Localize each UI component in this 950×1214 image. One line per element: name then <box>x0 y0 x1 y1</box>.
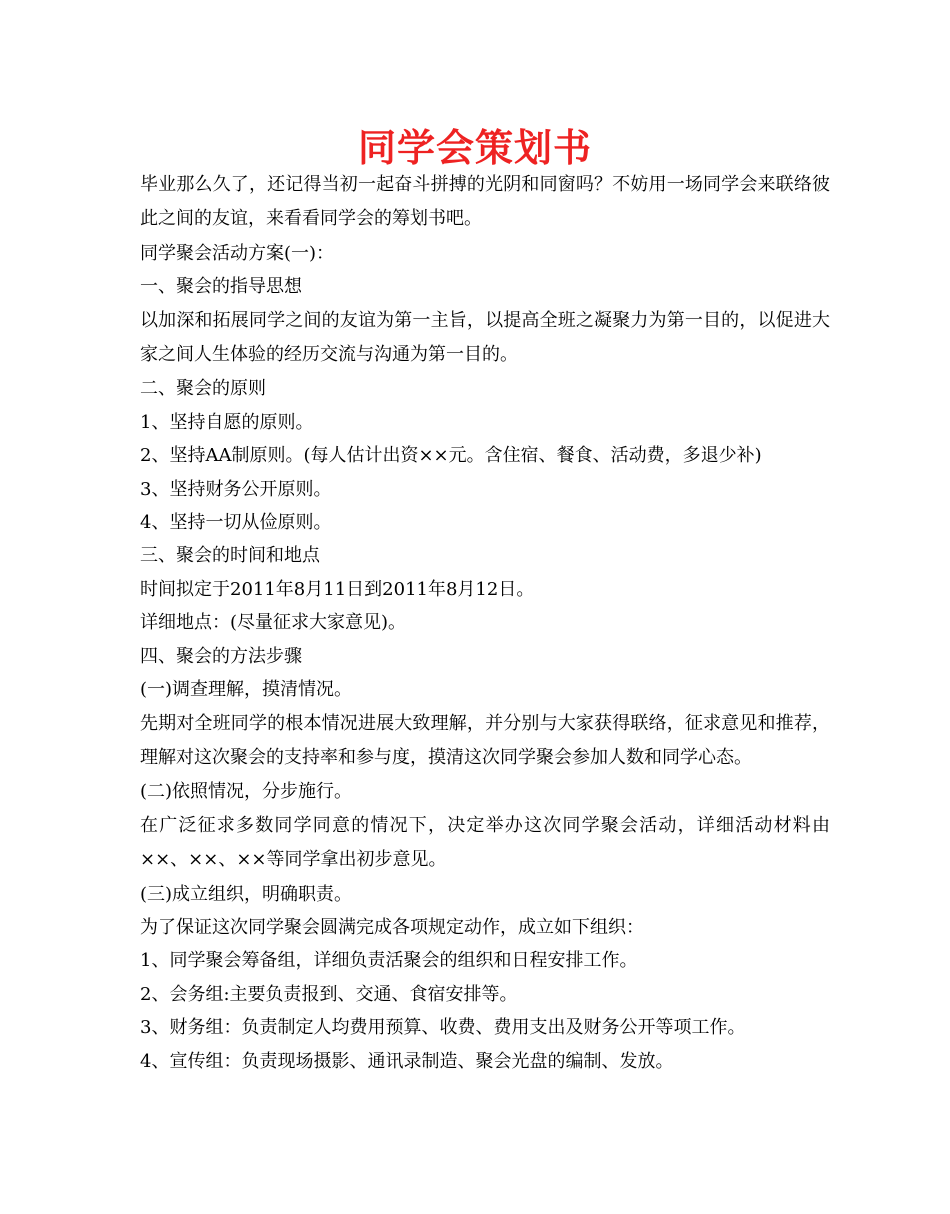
plan-heading: 同学聚会活动方案(一)： <box>140 242 335 264</box>
step-3-intro: 为了保证这次同学聚会圆满完成各项规定动作，成立如下组织： <box>140 916 644 938</box>
section-heading-2: 二、聚会的原则 <box>140 378 266 400</box>
principle-item-4: 4、坚持一切从俭原则。 <box>140 512 332 534</box>
step-1-paragraph: 先期对全班同学的根本情况进展大致理解，并分别与大家获得联络，征求意见和推荐，理解对这次聚会的支持率和参与度，摸清这次同学聚会参加人数和同学心态。 <box>140 712 830 768</box>
time-line: 时间拟定于2011年8月11日到2011年8月12日。 <box>140 578 535 600</box>
document-title: 同学会策划书 <box>357 126 592 170</box>
section-1-paragraph: 以加深和拓展同学之间的友谊为第一主旨，以提高全班之凝聚力为第一目的，以促进大家之间人生体验的经历交流与沟通为第一目的。 <box>140 309 830 366</box>
org-item-3: 3、财务组：负责制定人均费用预算、收费、费用支出及财务公开等项工作。 <box>140 1017 746 1039</box>
org-item-1: 1、同学聚会筹备组，详细负责活聚会的组织和日程安排工作。 <box>140 950 638 972</box>
intro-paragraph: 毕业那么久了，还记得当初一起奋斗拼搏的光阴和同窗吗？不妨用一场同学会来联络彼此之间的友谊，来看看同学会的筹划书吧。 <box>140 174 830 230</box>
principle-item-1: 1、坚持自愿的原则。 <box>140 411 314 433</box>
step-heading-2: (二)依照情况，分步施行。 <box>140 781 353 803</box>
section-heading-4: 四、聚会的方法步骤 <box>140 645 302 667</box>
step-heading-1: (一)调查理解，摸清情况。 <box>140 679 353 701</box>
section-heading-1: 一、聚会的指导思想 <box>140 276 302 298</box>
section-heading-3: 三、聚会的时间和地点 <box>140 545 320 567</box>
principle-item-3: 3、坚持财务公开原则。 <box>140 478 332 500</box>
location-line: 详细地点：(尽量征求大家意见)。 <box>140 612 407 634</box>
principle-item-2: 2、坚持AA制原则。(每人估计出资××元。含住宿、餐食、活动费，多退少补) <box>140 445 762 467</box>
step-2-paragraph: 在广泛征求多数同学同意的情况下，决定举办这次同学聚会活动，详细活动材料由××、××、××等同学拿出初步意见。 <box>140 814 830 871</box>
document-body <box>140 168 830 1078</box>
step-heading-3: (三)成立组织，明确职责。 <box>140 883 353 905</box>
org-item-2: 2、会务组:主要负责报到、交通、食宿安排等。 <box>140 983 518 1005</box>
org-item-4: 4、宣传组：负责现场摄影、通讯录制造、聚会光盘的编制、发放。 <box>140 1050 674 1072</box>
